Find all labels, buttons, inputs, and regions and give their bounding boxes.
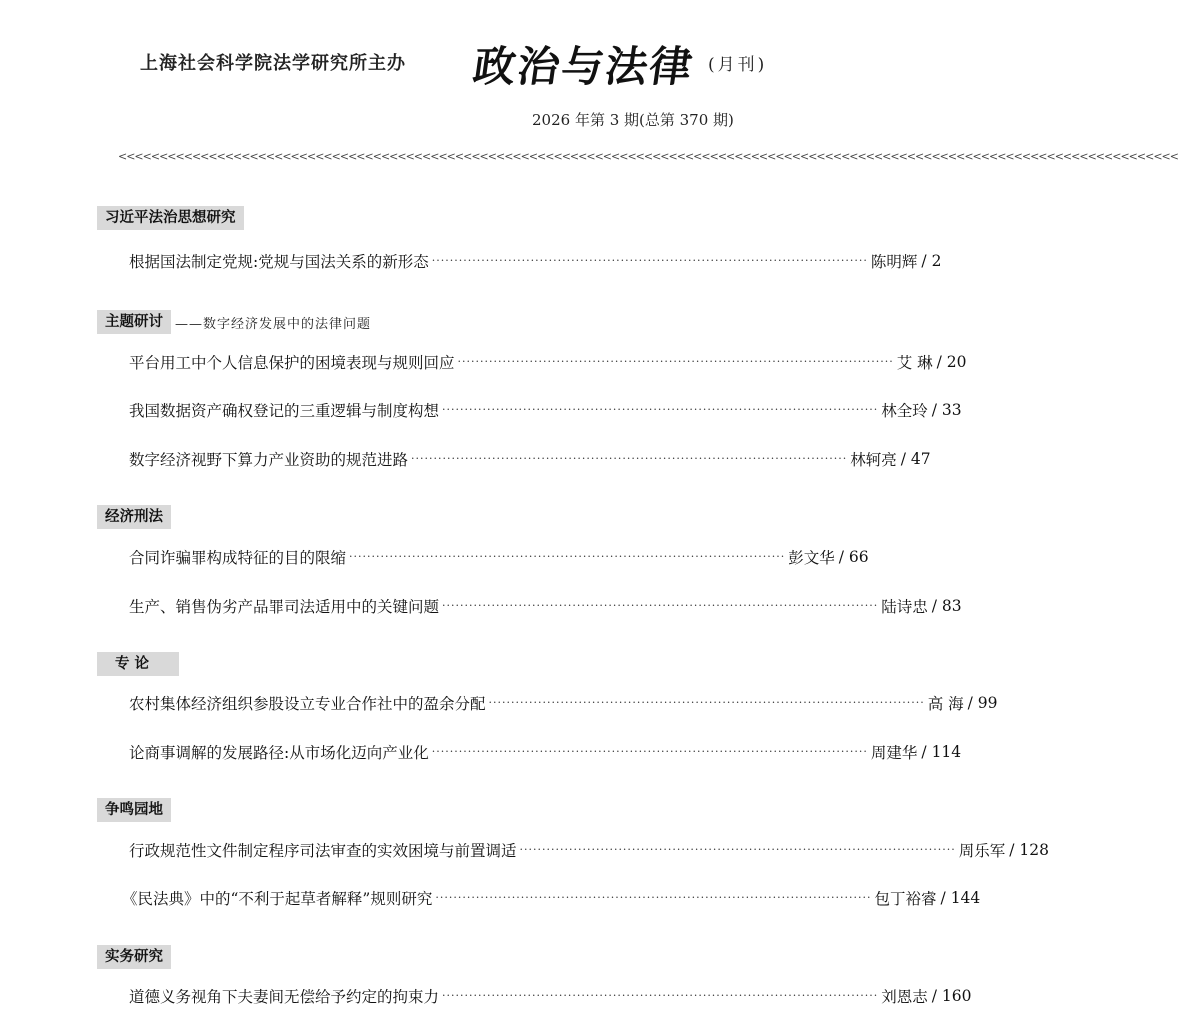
toc-entry[interactable] xyxy=(129,838,1049,862)
entry-author: 包丁裕睿 xyxy=(874,890,937,908)
frequency: (月刊) xyxy=(708,55,768,75)
entry-title: 合同诈骗罪构成特征的目的限缩 xyxy=(129,549,347,567)
entry-title: 道德义务视角下夫妻间无偿给予约定的拘束力 xyxy=(129,988,440,1006)
section-subtitle: ——数字经济发展中的法律问题 xyxy=(175,316,372,332)
entry-page: / 47 xyxy=(900,450,931,468)
entry-page: / 144 xyxy=(940,889,981,907)
section-label-special-topic: 专 论 xyxy=(97,652,179,676)
toc-entry[interactable] xyxy=(129,398,962,422)
entry-author: 彭文华 xyxy=(788,549,835,567)
toc-entry[interactable] xyxy=(129,691,998,715)
toc-entry[interactable] xyxy=(129,447,931,471)
issue-number: 2026 年第 3 期(总第 370 期) xyxy=(532,111,734,129)
section-header-theme xyxy=(97,310,371,334)
entry-author: 陆诗忠 xyxy=(881,598,928,616)
toc-entry[interactable] xyxy=(122,886,981,910)
entry-title: 生产、销售伪劣产品罪司法适用中的关键问题 xyxy=(129,598,440,616)
leader-dots: ································································································· xyxy=(431,745,868,758)
entry-author: 艾 琳 xyxy=(896,354,933,372)
leader-dots: ································································································· xyxy=(411,452,848,465)
leader-dots: ································································································· xyxy=(519,843,956,856)
leader-dots: ································································································· xyxy=(431,254,868,267)
journal-title: 政治与法律 xyxy=(470,42,698,91)
entry-title: 行政规范性文件制定程序司法审查的实效困境与前置调适 xyxy=(129,842,517,860)
leader-dots: ································································································· xyxy=(435,891,872,904)
entry-page: / 128 xyxy=(1009,841,1049,859)
toc-entry[interactable] xyxy=(129,740,962,764)
rule-pattern: <<<<<<<<<<<<<<<<<<<<<<<<<<<<<<<<<<<<<<<<<<<<<<<<<<<<<<<<<<<<<<<<<<<<<<<<<<<<<<<<<<<<<<<<<<<<<<<<<<<<<<<<<<<<<<<<<<<<<<<<<<<<<<<<< xyxy=(118,150,1178,163)
entry-page: / 160 xyxy=(931,987,972,1005)
section-label-economic-criminal-law: 经济刑法 xyxy=(97,505,171,529)
toc-entry[interactable] xyxy=(129,594,962,618)
entry-author: 周建华 xyxy=(870,744,918,762)
entry-title: 农村集体经济组织参股设立专业合作社中的盈余分配 xyxy=(129,695,486,713)
entry-title: 我国数据资产确权登记的三重逻辑与制度构想 xyxy=(129,402,440,420)
section-label-practice: 实务研究 xyxy=(97,945,171,969)
entry-page: / 99 xyxy=(967,694,998,712)
toc-entry[interactable] xyxy=(129,350,967,374)
entry-page: / 2 xyxy=(921,252,942,270)
entry-page: / 114 xyxy=(921,743,962,761)
leader-dots: ································································································· xyxy=(442,599,879,612)
leader-dots: ································································································· xyxy=(488,696,925,709)
entry-author: 高 海 xyxy=(927,695,964,713)
entry-page: / 83 xyxy=(931,597,962,615)
leader-dots: ································································································· xyxy=(349,550,786,563)
entry-title: 论商事调解的发展路径:从市场化迈向产业化 xyxy=(129,744,429,762)
decorative-rule xyxy=(118,150,1178,163)
entry-author: 林轲亮 xyxy=(850,451,897,469)
toc-entry[interactable] xyxy=(129,984,972,1008)
section-label-xi-thought: 习近平法治思想研究 xyxy=(97,206,244,230)
leader-dots: ································································································· xyxy=(442,403,879,416)
entry-page: / 66 xyxy=(838,548,869,566)
section-label-debate: 争鸣园地 xyxy=(97,798,171,822)
entry-author: 刘恩志 xyxy=(881,988,928,1006)
toc-entry[interactable] xyxy=(129,249,942,273)
entry-page: / 33 xyxy=(931,401,962,419)
leader-dots: ································································································· xyxy=(442,989,879,1002)
entry-title: 根据国法制定党规:党规与国法关系的新形态 xyxy=(129,253,429,271)
entry-author: 周乐军 xyxy=(958,842,1006,860)
entry-page: / 20 xyxy=(936,353,967,371)
entry-title: 数字经济视野下算力产业资助的规范进路 xyxy=(129,451,409,469)
toc-entry[interactable] xyxy=(129,545,869,569)
entry-title: 平台用工中个人信息保护的困境表现与规则回应 xyxy=(129,354,455,372)
entry-author: 陈明辉 xyxy=(870,253,918,271)
publisher: 上海社会科学院法学研究所主办 xyxy=(140,53,406,74)
section-label-theme: 主题研讨 xyxy=(97,310,171,334)
leader-dots: ································································································· xyxy=(457,355,894,368)
entry-title: 《民法典》中的“不利于起草者解释”规则研究 xyxy=(122,890,433,908)
entry-author: 林全玲 xyxy=(881,402,928,420)
